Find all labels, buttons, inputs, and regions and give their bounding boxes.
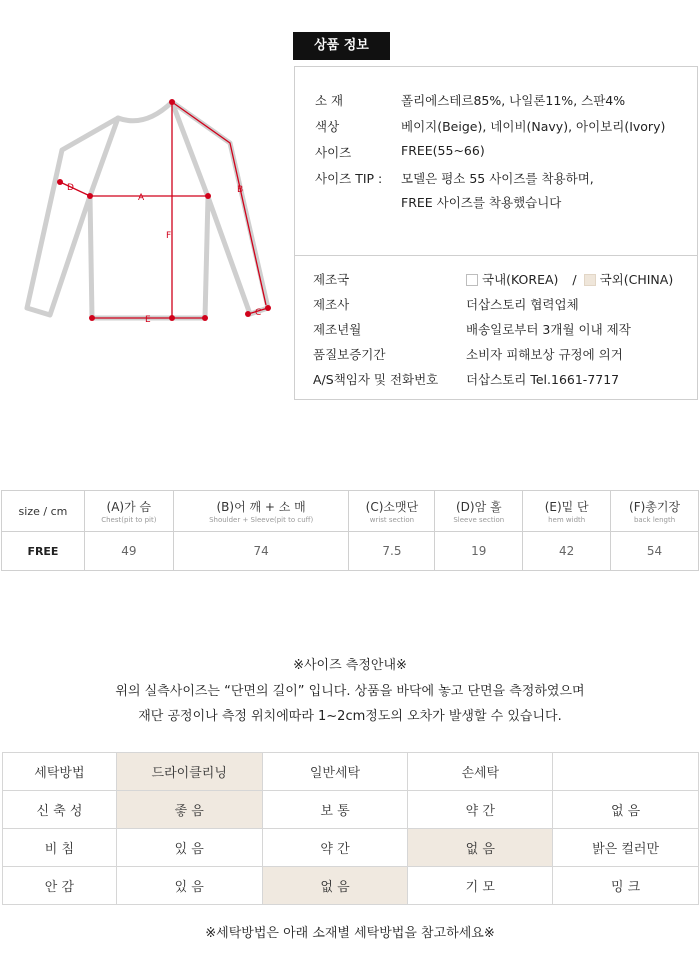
size-header-sub: hem width [548,516,586,524]
care-cell [553,753,699,791]
size-header-e [523,491,611,532]
care-cell: 있 음 [116,829,262,867]
notice-title: ※사이즈 측정안내※ [293,658,407,673]
point-a-left [87,193,93,199]
label-e: E [145,315,151,325]
sweater-outline [27,102,268,318]
care-cell: 약 간 [408,791,553,829]
size-value-e: 42 [523,532,611,571]
as-value: 더삽스토리 Tel.1661-7717 [466,372,620,387]
origin-china: 국외(CHINA) [599,272,674,287]
point-d [57,179,63,185]
care-cell: 없 음 [553,791,699,829]
care-cell: 손세탁 [408,753,553,791]
size-value-a: 49 [84,532,173,571]
material-label: 소 재 [315,93,344,108]
notice-line-2: 재단 공정이나 측정 위치에따라 1~2cm정도의 오차가 발생할 수 있습니다. [138,709,562,724]
care-row-sheer [3,829,699,867]
size-header-f [611,491,699,532]
china-checkbox [584,274,596,286]
size-header-sub: Shoulder + Sleeve(pit to cuff) [209,516,314,524]
size-header-sub: back length [633,516,676,524]
size-value-c: 7.5 [349,532,435,571]
size-value-row [2,532,699,571]
material-value: 폴리에스테르85%, 나일론11%, 스판4% [401,93,626,108]
size-header-title: (F)총기장 [629,500,681,514]
care-cell: 신 축 성 [3,791,117,829]
size-tip-label: 사이즈 TIP : [315,171,383,186]
label-d: D [67,183,74,193]
size-header-title: (C)소맷단 [365,500,419,514]
korea-checkbox [466,274,478,286]
label-c: C [255,308,262,318]
care-cell: 드라이클리닝 [116,753,262,791]
care-row-wash [3,753,699,791]
size-header-title: (D)암 홀 [455,500,502,514]
point-c-left [245,311,251,317]
color-value: 베이지(Beige), 네이비(Navy), 아이보리(Ivory) [401,119,666,134]
maker-value: 더삽스토리 협력업체 [466,297,579,312]
size-header-d [435,491,523,532]
point-c-right [265,305,271,311]
notice-line-1: 위의 실측사이즈는 “단면의 길이” 입니다. 상품을 바닥에 놓고 단면을 측정하였으며 [115,684,585,699]
size-header-a [84,491,173,532]
care-cell: 비 침 [3,829,117,867]
care-row-lining [3,867,699,905]
care-cell: 있 음 [116,867,262,905]
point-e-left [89,315,95,321]
line-d [60,182,90,196]
care-cell: 기 모 [408,867,553,905]
point-a-right [205,193,211,199]
care-row-stretch [3,791,699,829]
care-cell: 없 음 [408,829,553,867]
care-cell: 안 감 [3,867,117,905]
size-header-sub: wrist section [369,516,415,524]
product-info-badge: 상품 정보 [293,32,390,60]
care-cell: 약 간 [262,829,408,867]
size-tip-value: 모델은 평소 55 사이즈를 착용하며, [401,171,594,186]
as-label: A/S책임자 및 전화번호 [313,372,439,387]
maker-label: 제조사 [313,297,350,312]
size-label: 사이즈 [315,145,352,160]
size-header-row [2,491,699,532]
size-value: FREE(55~66) [401,143,485,158]
point-top [169,99,175,105]
size-header-c [349,491,435,532]
care-cell: 일반세탁 [262,753,408,791]
care-cell: 없 음 [262,867,408,905]
info-divider [294,255,698,256]
label-a: A [138,193,145,203]
size-header-sub: Chest(pit to pit) [101,516,157,524]
label-f: F [166,231,172,241]
size-header-title: (B)어 깨 + 소 매 [216,500,306,514]
care-cell: 세탁방법 [3,753,117,791]
care-cell: 밝은 컬러만 [553,829,699,867]
footer-note: ※세탁방법은 아래 소재별 세탁방법을 참고하세요※ [205,926,495,941]
size-row-label: FREE [2,532,85,571]
size-header-title: (A)가 슴 [106,500,152,514]
origin-separator: / [572,272,577,287]
date-value: 배송일로부터 3개월 이내 제작 [466,322,631,337]
origin-options [466,270,673,288]
label-b: B [237,185,244,195]
care-cell: 밍 크 [553,867,699,905]
size-header-title: (E)밑 단 [544,500,589,514]
size-value-d: 19 [435,532,523,571]
care-table [2,752,699,905]
size-value-b: 74 [173,532,349,571]
color-label: 색상 [315,119,340,134]
origin-label: 제조국 [313,272,350,287]
size-value-f: 54 [611,532,699,571]
size-header-b [173,491,349,532]
size-corner: size / cm [2,491,85,532]
garment-diagram [0,80,290,340]
care-cell: 보 통 [262,791,408,829]
point-f-bottom [169,315,175,321]
size-header-sub: Sleeve section [453,516,505,524]
care-cell: 좋 음 [116,791,262,829]
origin-korea: 국내(KOREA) [482,272,559,287]
point-e-right [202,315,208,321]
size-table [1,490,699,571]
date-label: 제조년월 [313,322,362,337]
size-tip-value-2: FREE 사이즈를 착용했습니다 [401,195,562,210]
warranty-label: 품질보증기간 [313,347,386,362]
warranty-value: 소비자 피해보상 규정에 의거 [466,347,623,362]
